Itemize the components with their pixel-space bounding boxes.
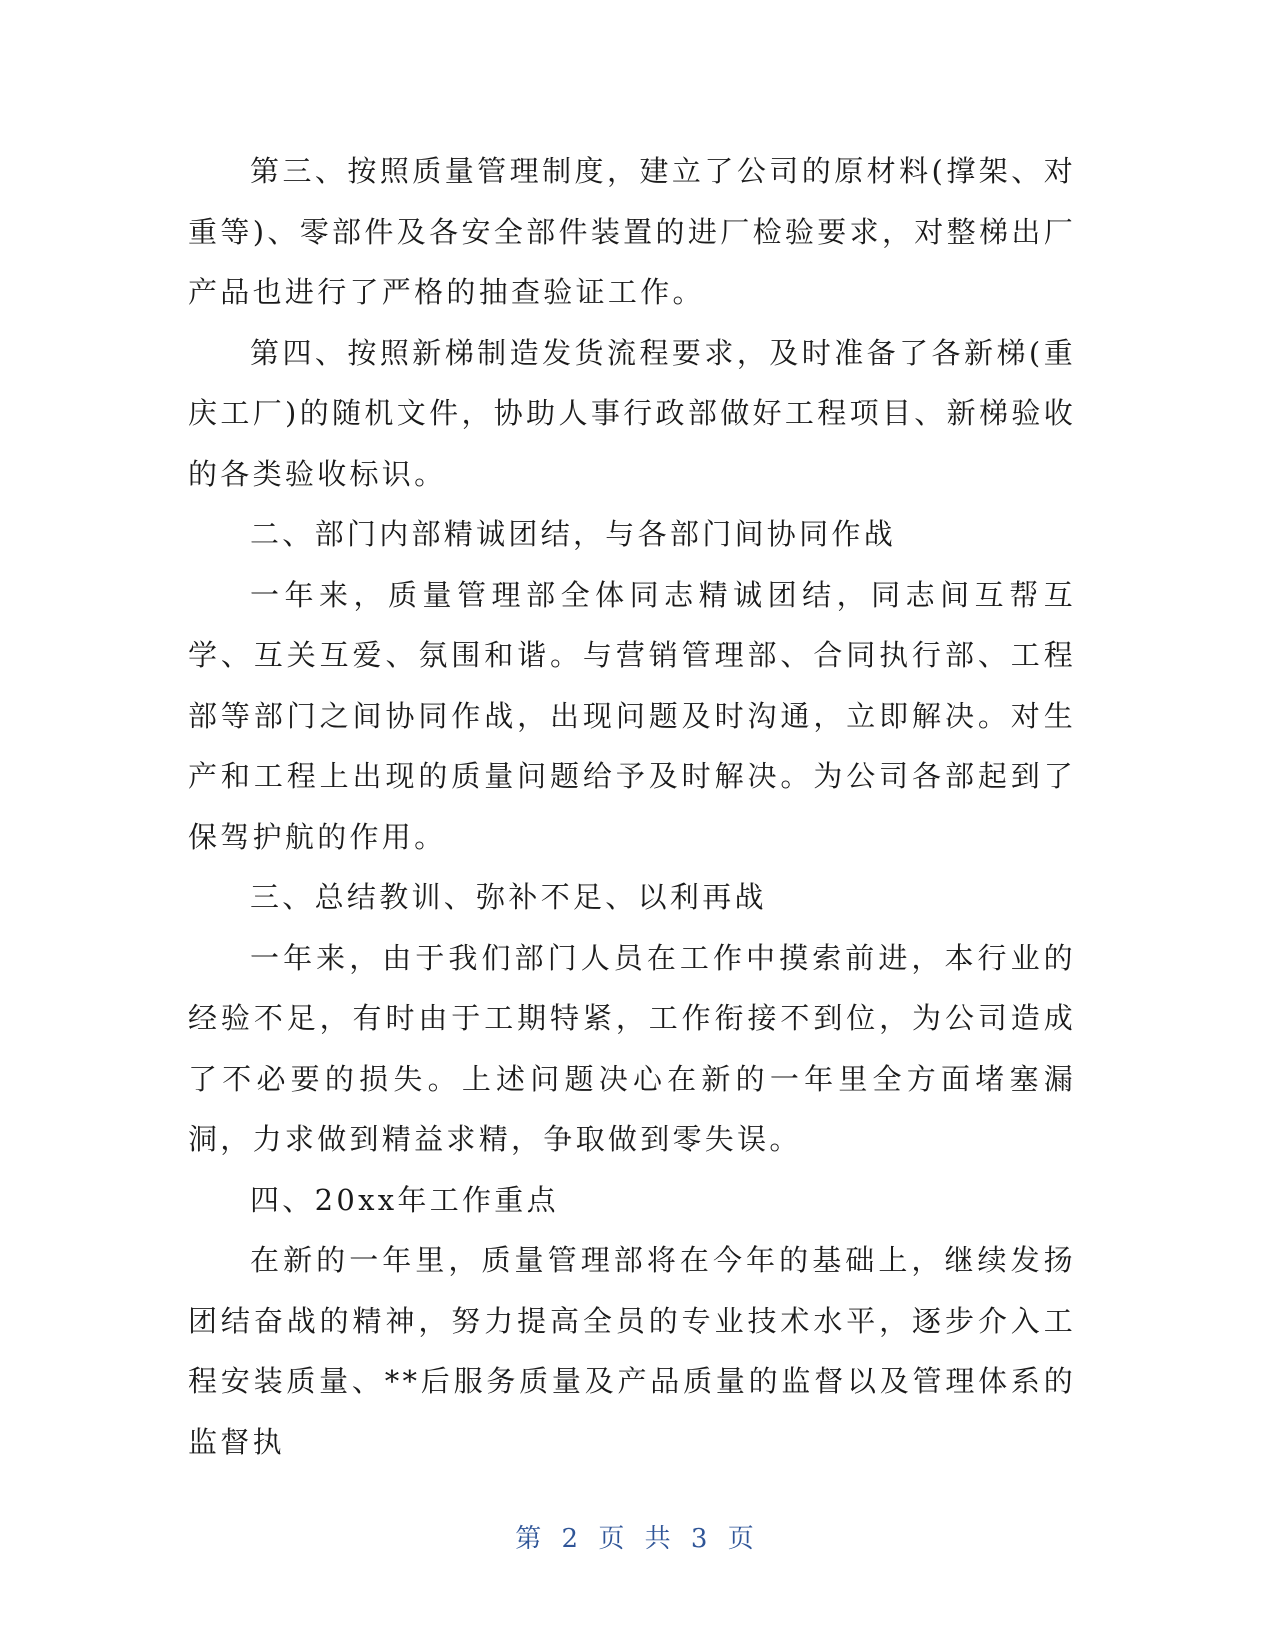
paragraph-new-elevator-documents: 第四、按照新梯制造发货流程要求，及时准备了各新梯(重庆工厂)的随机文件，协助人事行政部做好工程项目、新梯验收的各类验收标识。 [188, 335, 1076, 491]
section-heading-teamwork: 二、部门内部精诚团结，与各部门间协同作战 [250, 517, 897, 551]
paragraph-teamwork: 一年来，质量管理部全体同志精诚团结，同志间互帮互学、互关互爱、氛围和谐。与营销管理部、合同执行部、工程部等部门之间协同作战，出现问题及时沟通，立即解决。对生产和工程上出现的质量问题给予及时解决。为公司各部起到了保驾护航的作用。 [188, 577, 1076, 854]
page-number-footer: 第 2 页 共 3 页 [515, 1524, 760, 1554]
paragraph-quality-inspection: 第三、按照质量管理制度，建立了公司的原材料(撑架、对重等)、零部件及各安全部件装置的进厂检验要求，对整梯出厂产品也进行了严格的抽查验证工作。 [188, 154, 1076, 309]
paragraph-lessons: 一年来，由于我们部门人员在工作中摸索前进，本行业的经验不足，有时由于工期特紧，工作衔接不到位，为公司造成了不必要的损失。上述问题决心在新的一年里全方面堵塞漏洞，力求做到精益求精，争取做到零失误。 [188, 940, 1076, 1156]
section-heading-lessons: 三、总结教训、弥补不足、以利再战 [250, 880, 767, 914]
paragraph-work-focus: 在新的一年里，质量管理部将在今年的基础上，继续发扬团结奋战的精神，努力提高全员的专业技术水平，逐步介入工程安装质量、**后服务质量及产品质量的监督以及管理体系的监督执 [188, 1243, 1076, 1459]
document-body [188, 141, 1076, 1472]
section-heading-work-focus: 四、20xx年工作重点 [250, 1182, 559, 1217]
